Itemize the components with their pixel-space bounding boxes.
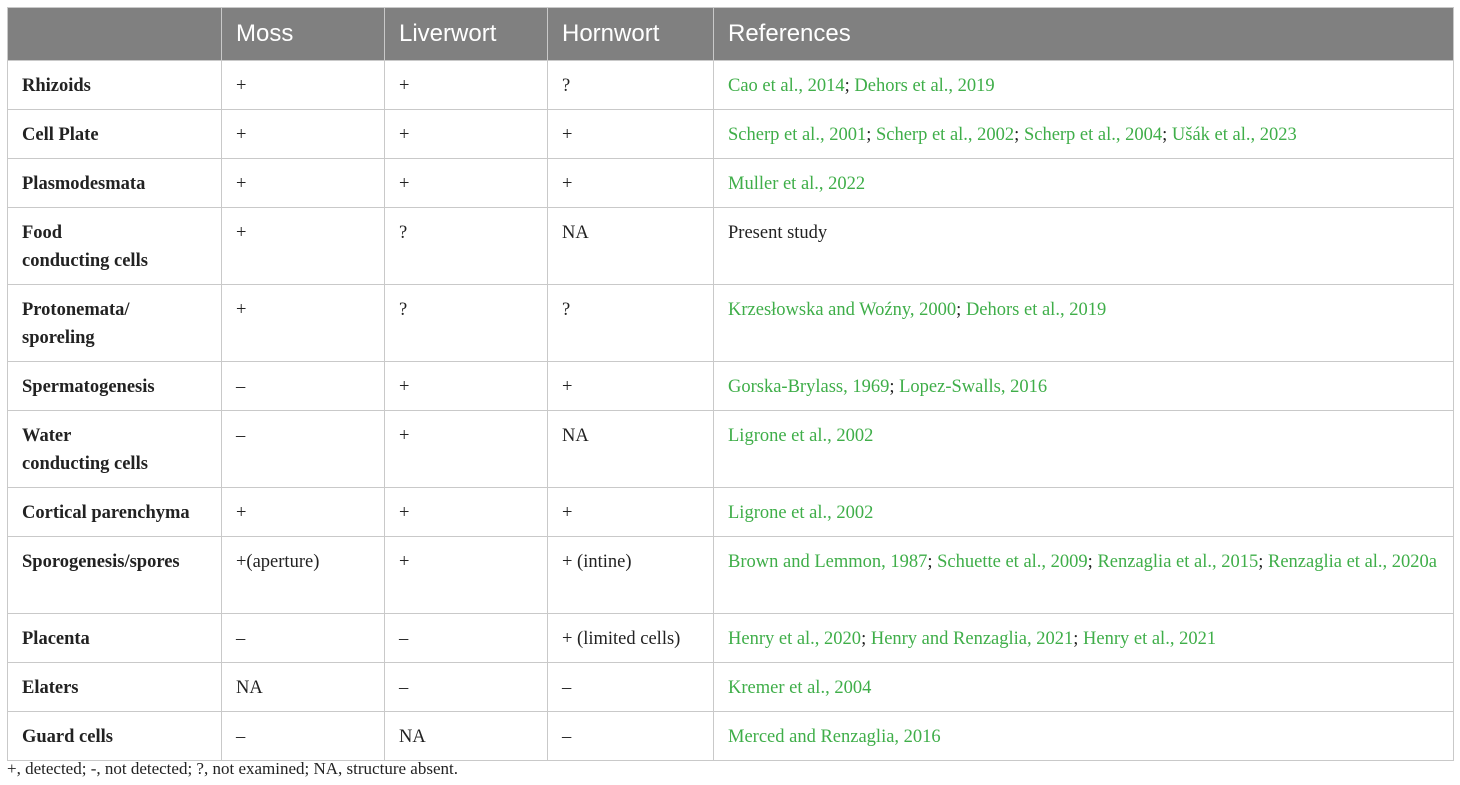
moss-cell: – [222, 362, 385, 411]
liverwort-cell: + [385, 537, 548, 614]
reference-link[interactable]: Ligrone et al., 2002 [728, 503, 874, 523]
references-cell [714, 537, 1454, 614]
reference-link[interactable]: Henry et al., 2021 [1083, 629, 1217, 649]
reference-separator: ; [956, 300, 966, 320]
table-row [8, 411, 1454, 488]
references-cell [714, 712, 1454, 761]
reference-link[interactable]: Renzaglia et al., 2015 [1097, 552, 1259, 572]
feature-cell: Spermatogenesis [8, 362, 222, 411]
reference-separator: ; [1073, 629, 1084, 649]
feature-label-line: conducting cells [22, 251, 148, 271]
references-cell [714, 663, 1454, 712]
liverwort-cell: + [385, 411, 548, 488]
table-row [8, 614, 1454, 663]
references-cell [714, 411, 1454, 488]
table-row [8, 362, 1454, 411]
table-row [8, 712, 1454, 761]
references-cell [714, 614, 1454, 663]
moss-cell: + [222, 285, 385, 362]
feature-label-line: Water [22, 426, 72, 446]
feature-cell [8, 411, 222, 488]
table-row [8, 488, 1454, 537]
hornwort-cell: + [548, 488, 714, 537]
table-container [7, 7, 1453, 761]
feature-label-line: Food [22, 223, 63, 243]
table-row [8, 159, 1454, 208]
liverwort-cell: + [385, 110, 548, 159]
table-row [8, 61, 1454, 110]
hornwort-cell: + (limited cells) [548, 614, 714, 663]
references-cell [714, 208, 1454, 285]
hornwort-cell: – [548, 712, 714, 761]
moss-cell: +(aperture) [222, 537, 385, 614]
header-cell-references: References [714, 8, 1454, 61]
reference-separator: ; [1014, 125, 1024, 145]
liverwort-cell: NA [385, 712, 548, 761]
header-row [8, 8, 1454, 61]
table-row [8, 537, 1454, 614]
header-cell-hornwort: Hornwort [548, 8, 714, 61]
reference-link[interactable]: Cao et al., 2014 [728, 76, 845, 96]
hornwort-cell: – [548, 663, 714, 712]
liverwort-cell: ? [385, 208, 548, 285]
reference-link[interactable]: Scherp et al., 2002 [875, 125, 1015, 145]
reference-link[interactable]: Ušák et al., 2023 [1171, 125, 1297, 145]
liverwort-cell: + [385, 488, 548, 537]
reference-link[interactable]: Henry and Renzaglia, 2021 [870, 629, 1074, 649]
reference-link[interactable]: Ligrone et al., 2002 [728, 426, 874, 446]
references-cell [714, 488, 1454, 537]
reference-link[interactable]: Renzaglia et al., 2020a [1268, 552, 1438, 572]
hornwort-cell: + (intine) [548, 537, 714, 614]
moss-cell: + [222, 208, 385, 285]
reference-link[interactable]: Muller et al., 2022 [728, 174, 866, 194]
feature-label-line: conducting cells [22, 454, 148, 474]
feature-cell: Rhizoids [8, 61, 222, 110]
reference-link[interactable]: Dehors et al., 2019 [965, 300, 1107, 320]
feature-label-line: Protonemata/ [22, 300, 130, 320]
reference-link[interactable]: Kremer et al., 2004 [728, 678, 872, 698]
reference-link[interactable]: Dehors et al., 2019 [854, 76, 995, 96]
references-cell [714, 159, 1454, 208]
reference-text: Present study [728, 223, 828, 243]
moss-cell: – [222, 614, 385, 663]
bryophyte-features-table [7, 7, 1454, 761]
moss-cell: + [222, 488, 385, 537]
reference-link[interactable]: Scherp et al., 2004 [1023, 125, 1163, 145]
hornwort-cell: NA [548, 411, 714, 488]
hornwort-cell: ? [548, 285, 714, 362]
reference-link[interactable]: Scherp et al., 2001 [728, 125, 867, 145]
moss-cell: + [222, 110, 385, 159]
reference-separator: ; [866, 125, 876, 145]
feature-cell [8, 208, 222, 285]
reference-link[interactable]: Schuette et al., 2009 [937, 552, 1088, 572]
reference-separator: ; [1087, 552, 1098, 572]
feature-cell: Cell Plate [8, 110, 222, 159]
feature-cell [8, 285, 222, 362]
moss-cell: NA [222, 663, 385, 712]
header-cell-liverwort: Liverwort [385, 8, 548, 61]
references-cell [714, 285, 1454, 362]
reference-separator: ; [861, 629, 871, 649]
reference-link[interactable]: Lopez-Swalls, 2016 [899, 377, 1048, 397]
moss-cell: + [222, 159, 385, 208]
table-row [8, 285, 1454, 362]
table-body [8, 61, 1454, 761]
table-row [8, 663, 1454, 712]
liverwort-cell: + [385, 159, 548, 208]
reference-separator: ; [1162, 125, 1172, 145]
hornwort-cell: + [548, 110, 714, 159]
reference-separator: ; [927, 552, 938, 572]
moss-cell: – [222, 411, 385, 488]
hornwort-cell: NA [548, 208, 714, 285]
liverwort-cell: + [385, 362, 548, 411]
reference-link[interactable]: Krzesłowska and Woźny, 2000 [728, 300, 957, 320]
feature-label-line: sporeling [22, 328, 95, 348]
feature-cell: Sporogenesis/spores [8, 537, 222, 614]
header-cell-feature [8, 8, 222, 61]
table-row [8, 110, 1454, 159]
feature-cell: Cortical parenchyma [8, 488, 222, 537]
reference-link[interactable]: Gorska-Brylass, 1969 [728, 377, 890, 397]
references-cell [714, 362, 1454, 411]
hornwort-cell: + [548, 362, 714, 411]
hornwort-cell: ? [548, 61, 714, 110]
feature-cell: Elaters [8, 663, 222, 712]
references-cell [714, 61, 1454, 110]
table-footnote: +, detected; -, not detected; ?, not examined; NA, structure absent. [7, 759, 458, 778]
reference-separator: ; [889, 377, 900, 397]
feature-cell: Plasmodesmata [8, 159, 222, 208]
reference-link[interactable]: Henry et al., 2020 [728, 629, 862, 649]
reference-link[interactable]: Brown and Lemmon, 1987 [728, 552, 928, 572]
feature-cell: Guard cells [8, 712, 222, 761]
reference-link[interactable]: Merced and Renzaglia, 2016 [728, 727, 941, 747]
moss-cell: + [222, 61, 385, 110]
moss-cell: – [222, 712, 385, 761]
liverwort-cell: – [385, 614, 548, 663]
references-cell [714, 110, 1454, 159]
liverwort-cell: + [385, 61, 548, 110]
reference-separator: ; [844, 76, 855, 96]
hornwort-cell: + [548, 159, 714, 208]
header-cell-moss: Moss [222, 8, 385, 61]
liverwort-cell: ? [385, 285, 548, 362]
feature-cell: Placenta [8, 614, 222, 663]
reference-separator: ; [1258, 552, 1268, 572]
liverwort-cell: – [385, 663, 548, 712]
table-row [8, 208, 1454, 285]
